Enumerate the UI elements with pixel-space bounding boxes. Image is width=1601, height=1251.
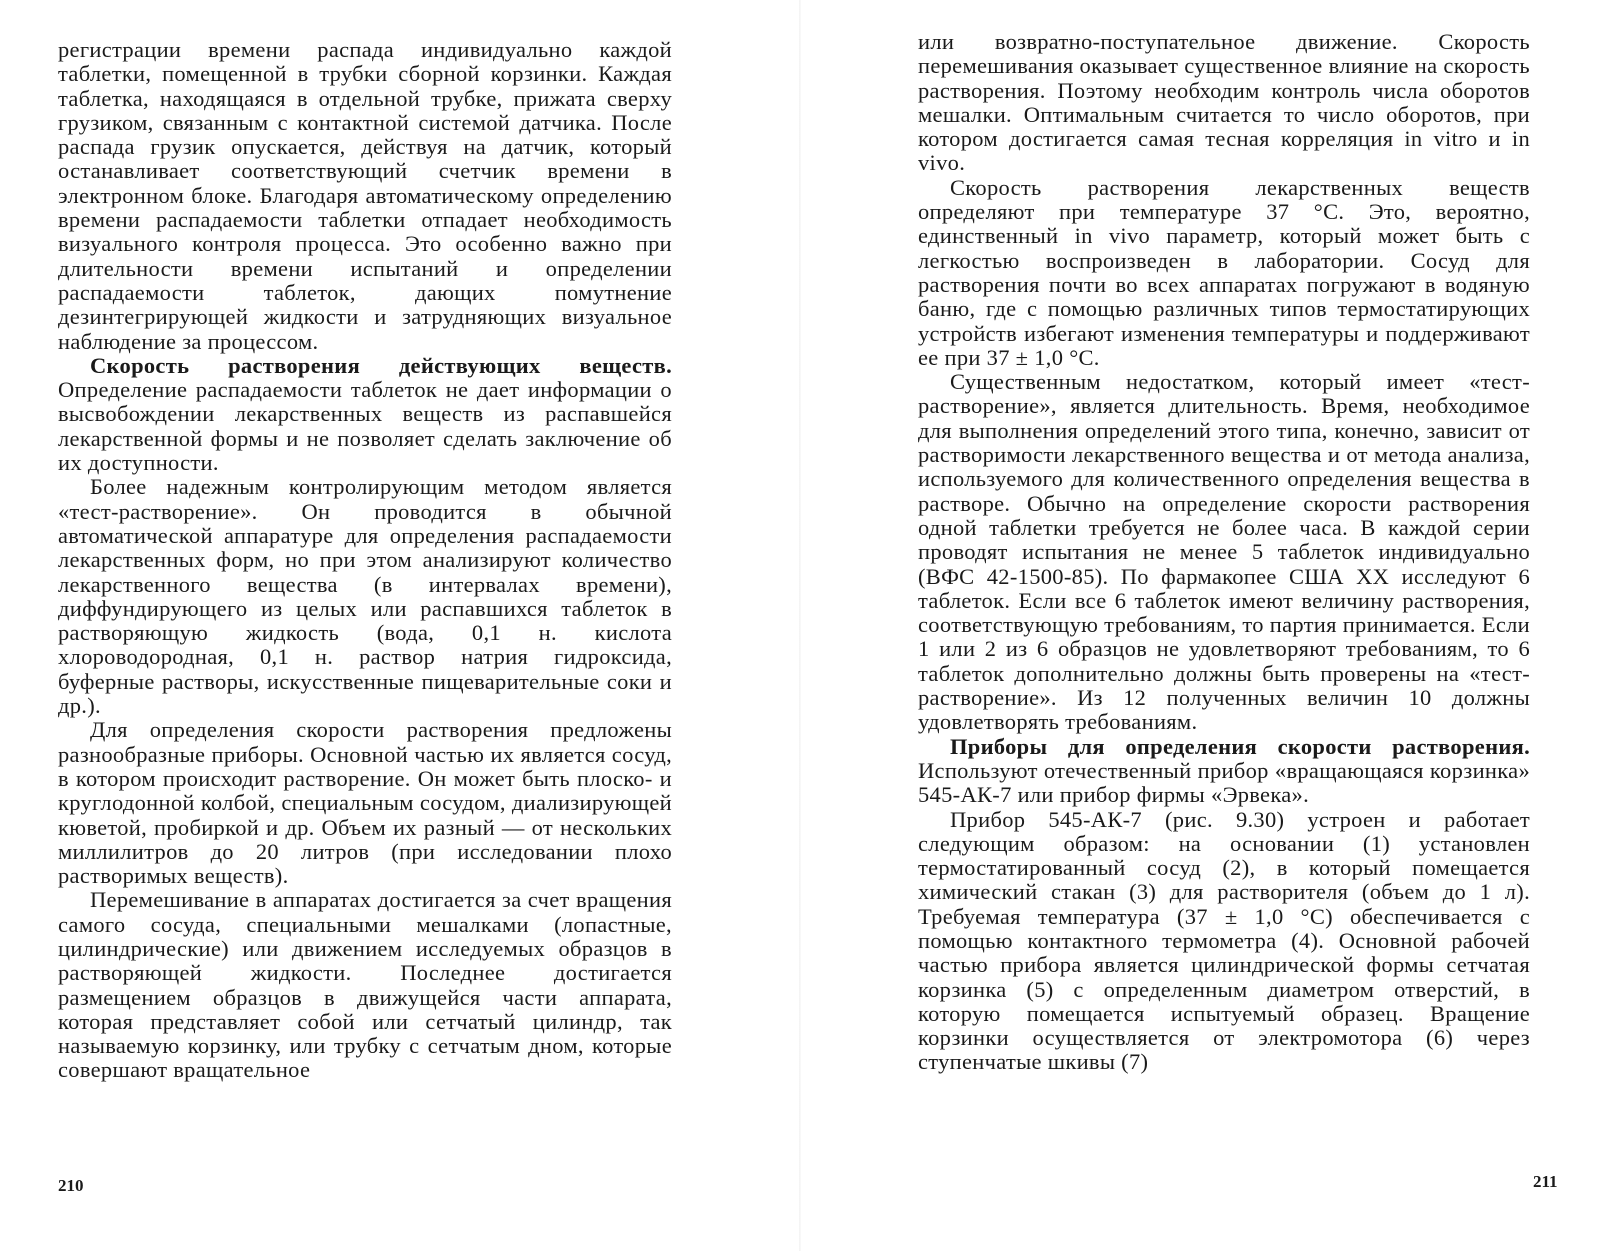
paragraph-text: регистрации времени распада индивидуально каждой таблетки, помещенной в трубки сборной корзинки. Каждая таблетка, находящаяся в отдельной трубке, прижата сверху грузиком, связанным с контактной системой датчика. После распада грузик опускается, действуя на датчик, который останавливает соответствующий счетчик времени в электронном блоке. Благодаря автоматическому определению времени распадаемости таблетки отпадает необходимость визуального контроля процесса. Это особенно важно при длительности времени испытаний и определении распадаемости таблеток, дающих помутнение дезинтегрирующей жидкости и затрудняющих визуальное наблюдение за процессом. [58,37,672,354]
paragraph [58,888,672,1082]
paragraph-text: или возвратно-поступательное движение. Скорость перемешивания оказывает существенное влияние на скорость растворения. Поэтому необходим контроль числа оборотов мешалки. Оптимальным считается то число оборотов, при котором достигается самая тесная корреляция in vitro и in vivo. [918,29,1530,176]
paragraph-text: Скорость растворения лекарственных веществ определяют при температуре 37 °С. Это, вероятно, единственный in vivo параметр, который может быть с легкостью воспроизведен в лаборатории. Сосуд для растворения почти во всех аппаратах погружают в водяную баню, где с помощью различных типов термостатирующих устройств избегают изменения температуры и поддерживают ее при 37 ± 1,0 °С. [918,174,1530,370]
paragraph-text: Более надежным контролирующим методом является «тест-растворение». Он проводится в обычной автоматической аппаратуре для определения распадаемости лекарственных форм, но при этом анализируют количество лекарственного вещества (в интервалах времени), диффундирующего из целых или распавшихся таблеток в растворяющую жидкость (вода, 0,1 н. кислота хлороводородная, 0,1 н. раствор натрия гидроксида, буферные растворы, искусственные пищеварительные соки и др.). [58,474,672,719]
paragraph [58,475,672,718]
paragraph-heading: Приборы для определения скорости растворения. [950,733,1530,759]
paragraph [918,735,1530,808]
paragraph-text: Существенным недостатком, который имеет «тест-растворение», является длительность. Время, необходимое для выполнения определений этого типа, конечно, зависит от растворимости лекарственного вещества и от метода анализа, используемого для количественного определения вещества в растворе. Обычно на определение скорости растворения одной таблетки требуется не более часа. В каждой серии проводят испытания не менее 5 таблеток индивидуально (ВФС 42-1500-85). По фармакопее США XX исследуют 6 таблеток. Если все 6 таблеток имеют величину растворения, соответствующую требованиям, то партия принимается. Если 1 или 2 из 6 образцов не удовлетворяют требованиям, то 6 таблеток дополнительно должны быть проверены на «тест-растворение». Из 12 полученных величин 10 должны удовлетворять требованиям. [918,369,1530,735]
paragraph-text: Перемешивание в аппаратах достигается за счет вращения самого сосуда, специальными мешалками (лопастные, цилиндрические) или движением исследуемых образцов в растворяющей жидкости. Последнее достигается размещением образцов в движущейся части аппарата, которая представляет собой или сетчатый цилиндр, так называемую корзинку, или трубку с сетчатым дном, которые совершают вращательное [58,887,672,1083]
left-page [0,0,800,1251]
page-number: 211 [1533,1172,1558,1191]
right-page [800,0,1601,1251]
paragraph [918,370,1530,734]
left-page-text [58,38,672,1083]
paragraph-text: Для определения скорости растворения предложены разнообразные приборы. Основной частью их является сосуд, в котором происходит растворение. Он может быть плоско- и круглодонной колбой, специальным сосудом, диализирующей кюветой, пробиркой и др. Объем их разный — от нескольких миллилитров до 20 литров (при исследовании плохо растворимых веществ). [58,717,672,889]
paragraph [918,808,1530,1075]
paragraph [58,718,672,888]
right-page-text [918,30,1530,1075]
paragraph [918,176,1530,370]
page-number: 210 [58,1176,84,1195]
paragraph-text: Прибор 545-АК-7 (рис. 9.30) устроен и работает следующим образом: на основании (1) установлен термостатированный сосуд (2), в который помещается химический стакан (3) для растворителя (объем до 1 л). Требуемая температура (37 ± 1,0 °С) обеспечивается с помощью контактного термометра (4). Основной рабочей частью прибора является цилиндрической формы сетчатая корзинка (5) с определенным диаметром отверстий, в которую помещается испытуемый образец. Вращение корзинки осуществляется от электромотора (6) через ступенчатые шкивы (7) [918,806,1530,1075]
paragraph [918,30,1530,176]
paragraph-text: Определение распадаемости таблеток не дает информации о высвобождении лекарственных веществ из распавшейся лекарственной формы и не позволяет сделать заключение об их доступности. [58,377,672,476]
paragraph [58,38,672,354]
paragraph-heading: Скорость растворения действующих веществ. [90,352,672,378]
paragraph [58,354,672,475]
paragraph-text: Используют отечественный прибор «вращающаяся корзинка» 545-АК-7 или прибор фирмы «Эрвека». [918,757,1530,808]
